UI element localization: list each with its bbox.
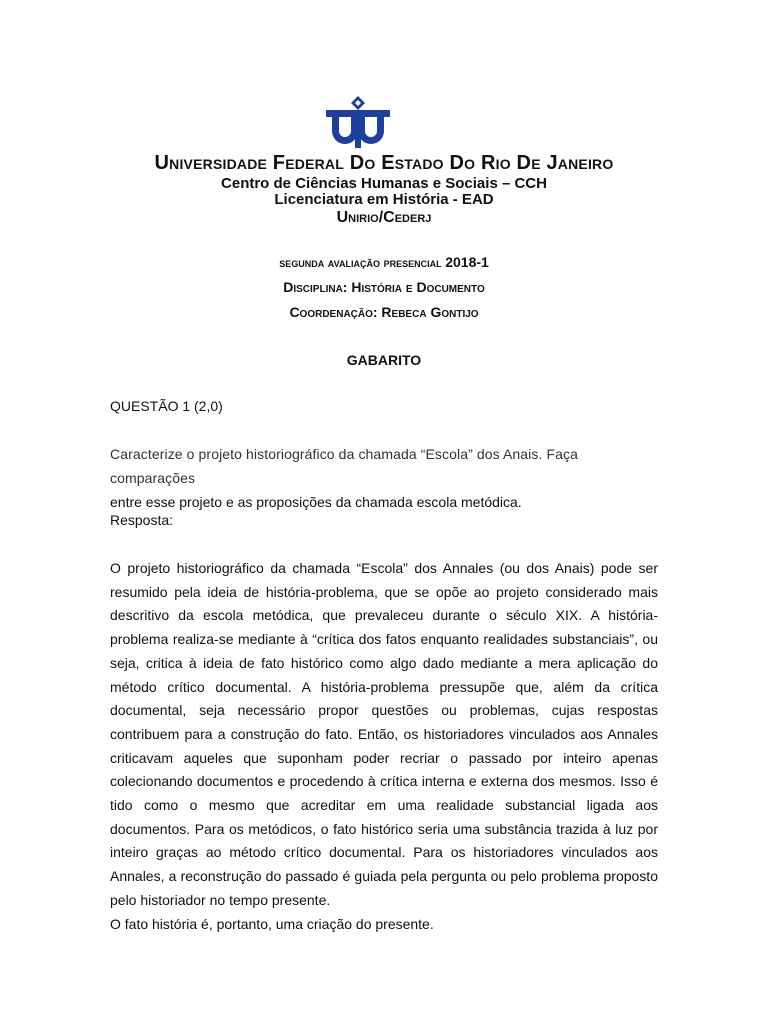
evaluation-year: 2018-1 <box>445 254 489 270</box>
gabarito-heading: GABARITO <box>346 352 422 368</box>
course-name: Licenciatura em História - EAD <box>274 191 494 208</box>
question-title: QUESTÃO 1 (2,0) <box>110 398 223 414</box>
answer-paragraph: O projeto historiográfico da chamada “Escola” dos Annales (ou dos Anais) pode ser resumido pela ideia de história-problema, que se opõe ao projeto considerado mais descritivo da escola metódica, que prevaleceu durante o século XIX. A história-problema realiza-se mediante à “crítica dos fatos enquanto realidades substanciais”, ou seja, critica à ideia de fato histórico como algo dado mediante a mera aplicação do método crítico documental. A história-problema pressupõe que, além da crítica documental, seja necessário propor questões ou problemas, cujas respostas contribuem para a construção do fato. Então, os historiadores vinculados aos Annales criticavam aqueles que suponham poder recriar o passado por inteiro apenas colecionando documentos e procedendo à crítica interna e externa dos mesmos. Isso é tido como o mesmo que acreditar em uma realidade substancial ligada aos documentos. Para os metódicos, o fato histórico seria uma substância trazida à luz por inteiro graças ao método crítico documental. Para os historiadores vinculados aos Annales, a reconstrução do passado é guiada pela pergunta ou pelo problema proposto pelo historiador no tempo presente. <box>110 560 658 908</box>
discipline-line: Disciplina: História e Documento <box>283 279 485 295</box>
center-name: Centro de Ciências Humanas e Sociais – CCH <box>221 175 547 192</box>
university-name: Universidade Federal Do Estado Do Rio De Janeiro <box>154 152 614 174</box>
evaluation-label: segunda avaliação presencial <box>279 255 442 270</box>
question-prompt-line2: entre esse projeto e as proposições da chamada escola metódica. <box>110 494 522 510</box>
answer-label: Resposta: <box>110 512 174 528</box>
evaluation-heading <box>0 254 768 270</box>
coordination-line: Coordenação: Rebeca Gontijo <box>289 304 479 320</box>
answer-body <box>110 557 658 936</box>
institution-name: Unirio/Cederj <box>336 209 432 226</box>
unirio-logo-icon <box>326 96 390 148</box>
question-prompt <box>110 442 658 514</box>
answer-conclusion: O fato história é, portanto, uma criação do presente. <box>110 915 434 932</box>
question-prompt-line1: Caracterize o projeto historiográfico da chamada “Escola” dos Anais. Faça comparações <box>110 446 578 486</box>
